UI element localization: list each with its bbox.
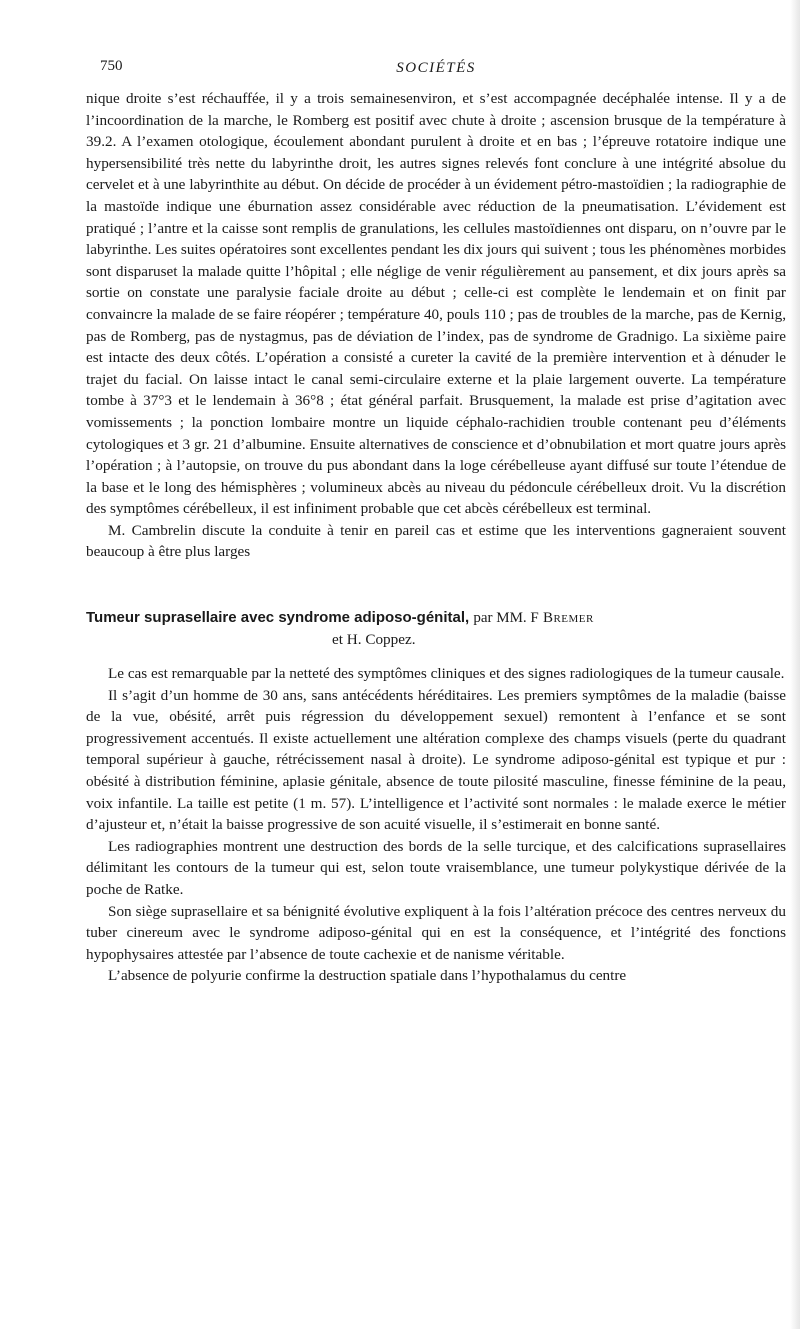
body-paragraph: nique droite s’est réchauffée, il y a trois semainesenviron, et s’est accompagnée decéphalée intense. Il y a de l’incoordination de la marche, le Romberg est positif avec chute à droite ; ascension brusque de la température à 39.2. A l’examen otologique, écoulement abondant purulent à droite et en bas ; l’épreuve rotatoire indique une hypersensibilité très nette du labyrinthe droit, les autres signes relevés font conclure à une intégrité absolue du cervelet et à une labyrinthite au début. On décide de procéder à un évidement pétro-mastoïdien ; la radiographie de la mastoïde indique une éburnation assez considérable avec réduction de la pneumatisation. L’évidement est pratiqué ; l’antre et la caisse sont remplis de granulations, les cellules mastoïdiennes ont disparu, on n’ouvre par le labyrinthe. Les suites opératoires sont excellentes pendant les dix jours qui suivent ; tous les phénomènes morbides sont disparuset la malade quitte l’hôpital ; elle néglige de venir régulièrement au pansement, et dix jours après sa sortie on constate une paralysie faciale droite au début ; celle-ci est complète le lendemain et on finit par convaincre la malade de se faire réopérer ; température 40, pouls 110 ; pas de troubles de la marche, pas de Kernig, pas de Romberg, pas de nystagmus, pas de déviation de l’index, pas de syndrome de Gradnigo. La sixième paire est intacte des deux côtés. L’opération a consisté a cureter la cavité de la première intervention et à dénuder le trajet du facial. On laisse intact le canal semi-circulaire externe et la plaie largement ouverte. La température tombe à 37°3 et le lendemain à 36°8 ; état général parfait. Brusquement, la malade est prise d’agitation avec vomissements ; la ponction lombaire montre un liquide céphalo-rachidien trouble contenant peu d’éléments cytologiques et 3 gr. 21 d’albumine. Ensuite alternatives de conscience et d’obnubilation et mort quatre jours après l’opération ; à l’autopsie, on trouve du pus abondant dans la loge cérébelleuse ayant diffusé sur toute l’étendue de la base et le long des hémisphères ; volumineux abcès au niveau du pédoncule cérébelleux droit. Vu la discrétion des symptômes cérébelleux, il est infiniment probable que cet abcès cérébelleux est terminal. bbox=[86, 90, 786, 518]
running-title: SOCIÉTÉS bbox=[396, 60, 476, 76]
byline-prefix: par MM. F bbox=[473, 610, 539, 627]
page-number: 750 bbox=[100, 58, 123, 74]
body-paragraph: M. Cambrelin discute la conduite à tenir en pareil cas et estime que les interventions gagneraient souvent beaucoup à être plus larges bbox=[86, 521, 786, 561]
author-name: Bremer bbox=[542, 610, 594, 627]
body-paragraph: Il s’agit d’un homme de 30 ans, sans antécédents héréditaires. Les premiers symptômes de la maladie (baisse de la vue, obésité, arrêt puis régression du développement sexuel) remontent à l’enfance et se sont progressivement accentués. Il existe actuellement une altération complexe des champs visuels (perte du quadrant temporal supérieur à gauche, rétrécissement nasal à droite). Le syndrome adiposo-génital est typique et pur : obésité à distribution féminine, aplasie génitale, absence de toute pilosité masculine, finesse féminine de la peau, voix infantile. La taille est petite (1 m. 57). L’intelligence et l’activité sont normales : le malade exerce le métier d’ajusteur et, n’était la baisse progressive de son acuité visuelle, il s’estimerait en bonne santé. bbox=[86, 686, 786, 834]
page-edge-shadow bbox=[790, 0, 800, 1329]
body-paragraph: L’absence de polyurie confirme la destruction spatiale dans l’hypothalamus du centre bbox=[108, 967, 627, 985]
article-title-text: Tumeur suprasellaire avec syndrome adiposo-génital, bbox=[86, 609, 470, 627]
article-title bbox=[86, 607, 786, 629]
body-paragraph: Le cas est remarquable par la netteté des symptômes cliniques et des signes radiologiques de la tumeur causale. bbox=[108, 665, 785, 683]
body-paragraph: Son siège suprasellaire et sa bénignité évolutive expliquent à la fois l’altération précoce des centres nerveux du tuber cinereum avec le syndrome adiposo-génital qui en est la conséquence, et l’intégrité des fonctions hypophysaires attestée par l’absence de toute cachexie et de nanisme véritable. bbox=[86, 902, 786, 963]
authors-line: et H. Coppez. bbox=[332, 631, 416, 649]
body-paragraph: Les radiographies montrent une destruction des bords de la selle turcique, et des calcifications suprasellaires délimitant les contours de la tumeur qui est, selon toute vraisemblance, une tumeur polykystique dérivée de la poche de Ratke. bbox=[86, 837, 786, 898]
page-header bbox=[86, 58, 786, 82]
